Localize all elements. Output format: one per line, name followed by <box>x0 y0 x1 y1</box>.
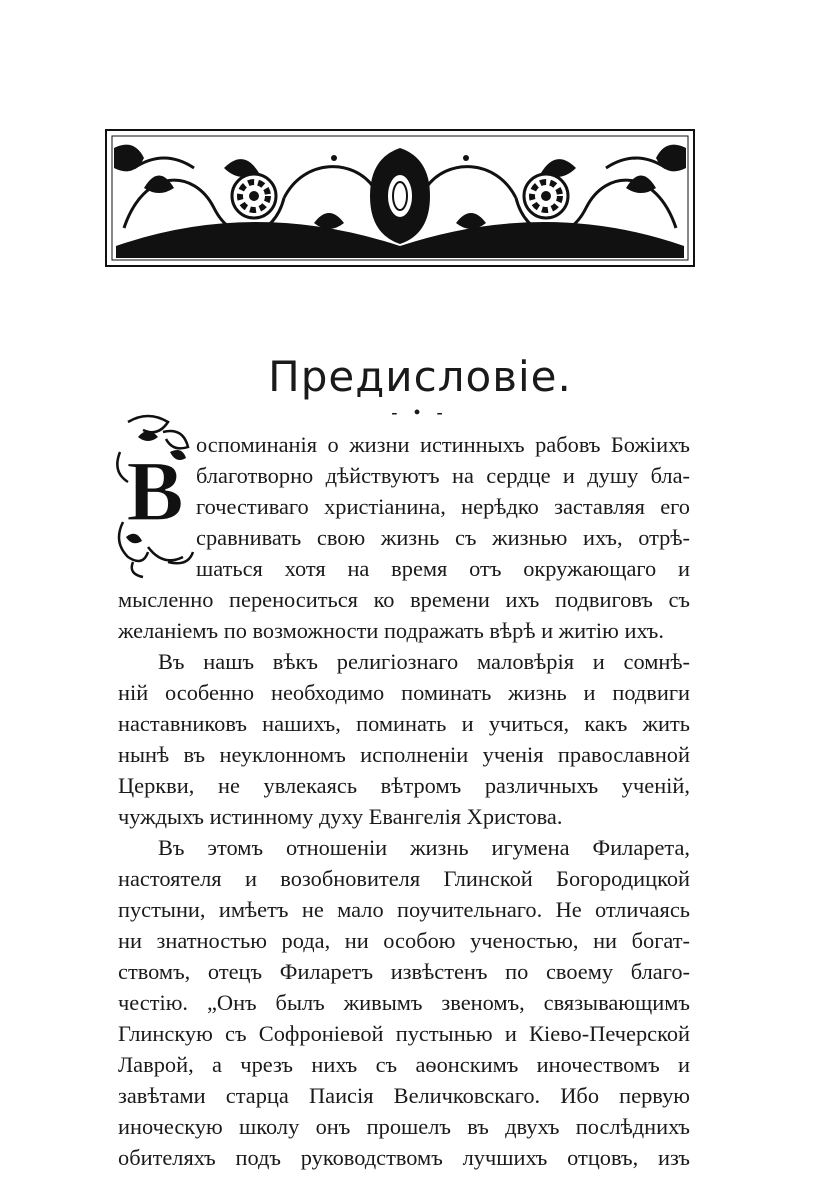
text-line: Въ этомъ отношеніи жизнь игумена Филарета, <box>158 835 690 860</box>
text-line: иноческую школу онъ прошелъ въ двухъ послѣднихъ <box>118 1114 690 1139</box>
text-line: настоятеля и возобновителя Глинской Богородицкой <box>118 866 690 891</box>
text-line: нынѣ въ неуклонномъ исполненіи ученія православной <box>118 742 690 767</box>
text-line: оспоминанія о жизни истинныхъ рабовъ Божіихъ <box>196 432 690 457</box>
text-line: желаніемъ по возможности подражать вѣрѣ и житію ихъ. <box>118 618 664 643</box>
text-line: мысленно переноситься ко времени ихъ подвиговъ съ <box>118 587 690 612</box>
page-title: Предисловіе. <box>268 352 572 401</box>
drop-cap-letter: В <box>126 443 184 539</box>
text-line: Въ нашъ вѣкъ религіознаго маловѣрія и сомнѣ- <box>158 649 690 674</box>
headpiece-ornament <box>104 128 696 268</box>
text-line: ни знатностью рода, ни особою ученостью, ни богат- <box>118 928 690 953</box>
text-line: честію. „Онъ былъ живымъ звеномъ, связывающимъ <box>118 990 690 1015</box>
text-line: ствомъ, отецъ Филаретъ извѣстенъ по своему благо- <box>118 959 690 984</box>
text-line: пустыни, имѣетъ не мало поучительнаго. Не отличаясь <box>118 897 690 922</box>
text-line: обителяхъ подъ руководствомъ лучшихъ отцовъ, изъ <box>118 1145 690 1170</box>
text-line: Глинскую съ Софроніевой пустынью и Кіево-Печерской <box>118 1021 690 1046</box>
text-line: Церкви, не увлекаясь вѣтромъ различныхъ ученій, <box>118 773 690 798</box>
text-line: сравнивать свою жизнь съ жизнью ихъ, отрѣ- <box>196 525 690 550</box>
text-line: завѣтами старца Паисія Величковскаго. Ибо первую <box>118 1083 690 1108</box>
text-line: гочестиваго христіанина, нерѣдко заставляя его <box>196 494 690 519</box>
drop-cap-ornament <box>108 412 202 582</box>
text-line: благотворно дѣйствуютъ на сердце и душу бла- <box>196 463 690 488</box>
title-separator: - • - <box>391 402 449 422</box>
text-line: наставниковъ нашихъ, поминать и учиться, какъ жить <box>118 711 690 736</box>
text-line: шаться хотя на время отъ окружающаго и <box>196 556 690 581</box>
text-line: ній особенно необходимо поминать жизнь и подвиги <box>118 680 690 705</box>
text-line: чуждыхъ истинному духу Евангелія Христова. <box>118 804 563 829</box>
text-line: Лаврой, а чрезъ нихъ съ аѳонскимъ иночествомъ и <box>118 1052 690 1077</box>
